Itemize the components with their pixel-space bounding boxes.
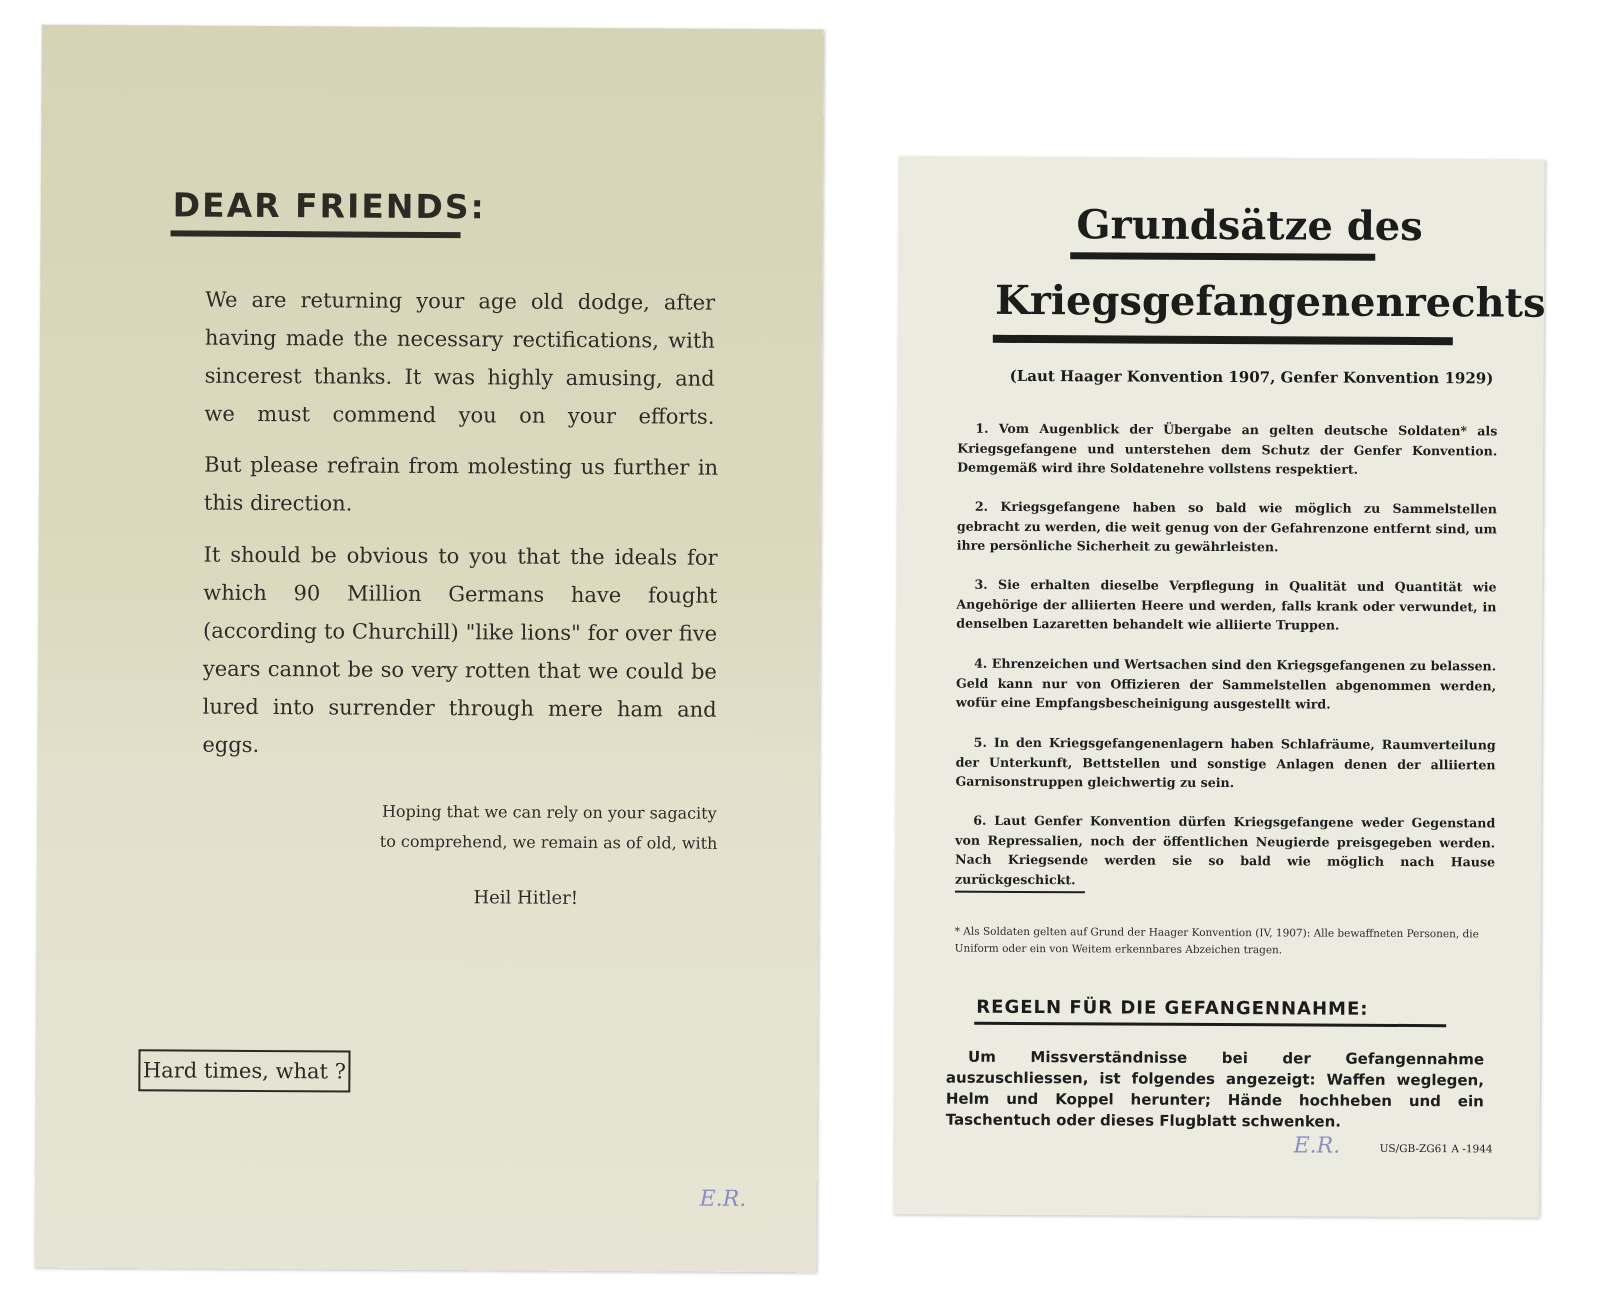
handwritten-initials: E.R. (1293, 1133, 1341, 1159)
title-line-2: Kriegsgefangenenrechts (994, 276, 1546, 327)
article-1: 1. Vom Augenblick der Übergabe an gelten deutsche Soldaten* als Kriegsgefangene und unterstehen dem Schutz der Genfer Konvention. Demgemäß wird ihre Soldatenehre vollstens respektiert. (957, 420, 1498, 477)
rules-heading: REGELN FÜR DIE GEFANGENNAHME: (976, 996, 1369, 1020)
article-4: 4. Ehrenzeichen und Wertsachen sind den Kriegsgefangenen zu belassen. Geld kann nur von Offizieren der Sammelstellen abgenommen werden, wofür eine Empfangsbescheinigung ausgestellt wird. (955, 655, 1497, 712)
handwritten-initials: E.R. (699, 1186, 747, 1212)
english-leaflet (34, 25, 824, 1273)
article-2: 2. Kriegsgefangene haben so bald wie möglich zu Sammelstellen gebracht zu werden, die weit genug von der Gefahrenzone entfernt sind, um ihre persönliche Sicherheit zu gewährleisten. (956, 498, 1497, 555)
title-line-1: Grundsätze des (1076, 201, 1423, 251)
rules-heading-underline (974, 1022, 1446, 1027)
subtitle: (Laut Haager Konvention 1907, Genfer Konvention 1929) (1009, 366, 1494, 388)
leaflet-heading: DEAR FRIENDS: (172, 185, 486, 227)
paragraph-3: It should be obvious to you that the ideals for which 90 Million Germans have fought (according to Churchill) "like lions" for over five years cannot be so very rotten that we could be lured into surrender through mere ham and eggs. (202, 542, 718, 757)
closing-line-1: Hoping that we can rely on your sagacity (381, 801, 717, 823)
signoff: Heil Hitler! (473, 887, 579, 909)
closing-line-2: to comprehend, we remain as of old, with (379, 831, 718, 853)
paragraph-2: But please refrain from molesting us further in this direction. (203, 452, 719, 516)
article-6: 6. Laut Genfer Konvention dürfen Kriegsgefangene weder Gegenstand von Repressalien, noch der öffentlichen Neugierde preisgegeben werden. Nach Kriegsende werden sie so bald wie möglich nach Hause zurückgeschickt. (954, 812, 1496, 887)
title-underline-1 (1070, 252, 1375, 261)
article-3: 3. Sie erhalten dieselbe Verpflegung in Qualität und Quantität wie Angehörige der alliierten Heere und werden, falls krank oder verwundet, in denselben Lazaretten behandelt wie alliierte Truppen. (956, 576, 1497, 633)
leaflet-code: US/GB-ZG61 A -1944 (1379, 1142, 1493, 1156)
footnote-divider (955, 891, 1085, 894)
footnote: * Als Soldaten gelten auf Grund der Haager Konvention (IV, 1907): Alle bewaffneten Personen, die Uniform oder ein von Weitem erkennbares Abzeichen tragen. (954, 925, 1479, 957)
article-5: 5. In den Kriegsgefangenenlagern haben Schlafräume, Raumverteilung der Unterkunft, Bettstellen und sonstige Anlagen denen der alliierten Garnisonstruppen gleichwertig zu sein. (955, 734, 1496, 791)
german-leaflet (893, 156, 1545, 1217)
paragraph-1: We are returning your age old dodge, after having made the necessary rectifications, with sincerest thanks. It was highly amusing, and we must commend you on your efforts. (204, 287, 716, 429)
heading-underline (171, 230, 461, 238)
boxed-remark: Hard times, what ? (138, 1049, 350, 1092)
title-underline-2 (993, 335, 1453, 345)
rules-body: Um Missverständnisse bei der Gefangennahme auszuschliessen, ist folgendes angezeigt: Waffen weglegen, Helm und Koppel herunter; Hände hochheben und ein Taschentuch oder dieses Flugblatt schwenken. (945, 1047, 1485, 1131)
